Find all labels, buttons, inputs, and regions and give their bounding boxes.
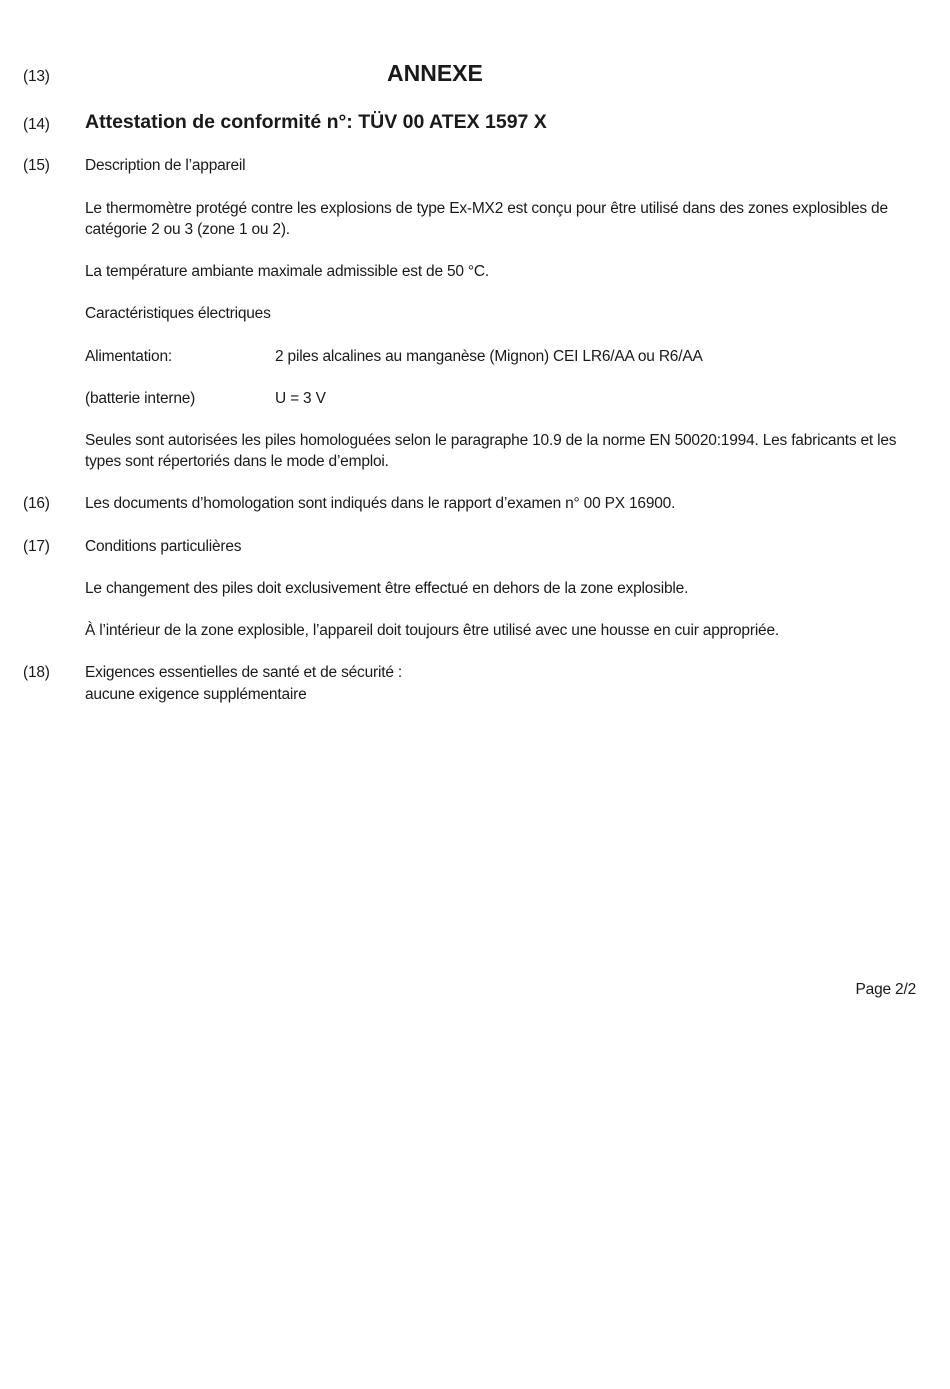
heading-number: (14) bbox=[23, 116, 50, 133]
section-16-text: Les documents d’homologation sont indiqués dans le rapport d’examen n° 00 PX 16900. bbox=[85, 495, 676, 512]
supply-value: 2 piles alcalines au manganèse (Mignon) CEI LR6/AA ou R6/AA bbox=[275, 348, 703, 365]
battery-label: (batterie interne) bbox=[85, 390, 196, 407]
section-18-line-2: aucune exigence supplémentaire bbox=[85, 686, 307, 703]
page-number: Page 2/2 bbox=[855, 981, 916, 998]
section-16-number: (16) bbox=[23, 495, 50, 512]
supply-label: Alimentation: bbox=[85, 348, 173, 365]
section-17-paragraph-2: À l’intérieur de la zone explosible, l’appareil doit toujours être utilisé avec une housse en cuir appropriée. bbox=[85, 622, 780, 639]
electrical-heading: Caractéristiques électriques bbox=[85, 305, 271, 322]
section-17-label: Conditions particulières bbox=[85, 538, 242, 555]
section-18-line-1: Exigences essentielles de santé et de sécurité : bbox=[85, 664, 402, 681]
battery-value: U = 3 V bbox=[275, 390, 326, 407]
certificate-heading: Attestation de conformité n°: TÜV 00 ATEX 1597 X bbox=[85, 111, 547, 133]
title-number: (13) bbox=[23, 68, 50, 85]
section-15-paragraph-1: Le thermomètre protégé contre les explosions de type Ex-MX2 est conçu pour être utilisé dans des zones explosibles de catégorie 2 ou 3 (zone 1 ou 2). bbox=[85, 200, 888, 238]
page-title: ANNEXE bbox=[387, 60, 483, 86]
section-15-number: (15) bbox=[23, 157, 50, 174]
section-17-paragraph-1: Le changement des piles doit exclusivement être effectué en dehors de la zone explosible. bbox=[85, 580, 689, 597]
section-15-paragraph-3: Seules sont autorisées les piles homologuées selon le paragraphe 10.9 de la norme EN 50020:1994. Les fabricants et les types sont répertoriés dans le mode d’emploi. bbox=[85, 432, 897, 470]
section-15-label: Description de l’appareil bbox=[85, 157, 246, 174]
section-15-paragraph-2: La température ambiante maximale admissible est de 50 °C. bbox=[85, 263, 490, 280]
section-18-number: (18) bbox=[23, 664, 50, 681]
section-17-number: (17) bbox=[23, 538, 50, 555]
